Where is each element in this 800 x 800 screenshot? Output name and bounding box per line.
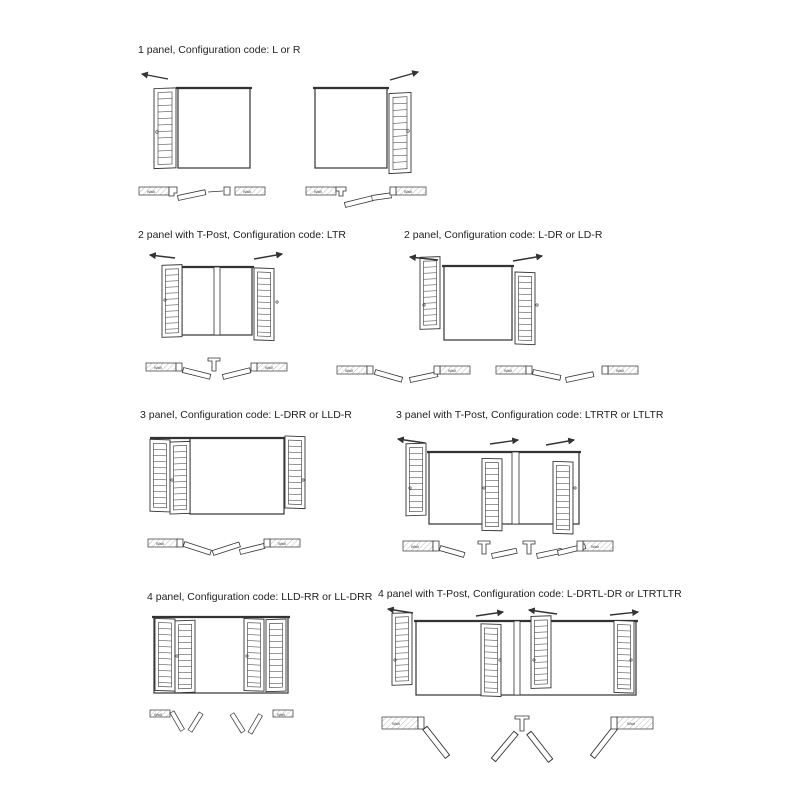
wall-label: Wall — [504, 368, 512, 373]
arrow-right-icon — [490, 440, 518, 444]
t-post-plan — [478, 541, 490, 554]
arrow-right-icon — [390, 72, 418, 80]
window-frame — [315, 88, 387, 168]
diagram-2-panel — [337, 256, 638, 382]
wall-label: Wall — [404, 189, 412, 194]
diagram-3-panel-tpost — [398, 439, 613, 558]
t-post — [512, 452, 519, 524]
t-post-plan — [523, 541, 535, 554]
caption-3-panel-tpost: 3 panel with T-Post, Configuration code: LTRTR or LTLTR — [396, 409, 664, 421]
wall-label: Wall — [591, 544, 599, 549]
arrow-left-icon — [529, 610, 557, 614]
wall-label: Wall — [277, 712, 285, 717]
arrow-right-icon — [513, 256, 542, 261]
wall-label: Wall — [345, 368, 353, 373]
wall-label: Wall — [154, 365, 162, 370]
diagram-2-panel-tpost — [146, 254, 287, 379]
window-frame — [416, 621, 636, 695]
arrow-left-icon — [150, 255, 175, 258]
caption-2-panel-tpost: 2 panel with T-Post, Configuration code: LTR — [138, 229, 346, 241]
caption-4-panel: 4 panel, Configuration code: LLD-RR or LL-DRR — [147, 591, 373, 603]
t-post — [214, 267, 220, 335]
t-post-plan — [208, 358, 220, 371]
arrow-right-icon — [610, 612, 638, 615]
wall-label: Wall — [314, 189, 322, 194]
wall-label: Wall — [278, 541, 286, 546]
caption-3-panel: 3 panel, Configuration code: L-DRR or LLD-R — [140, 409, 352, 421]
caption-1-panel: 1 panel, Configuration code: L or R — [138, 44, 301, 56]
arrow-right-icon — [476, 612, 503, 616]
wall-label: Wall — [616, 368, 624, 373]
wall-label: Wall — [154, 712, 162, 717]
arrow-left-icon — [142, 74, 168, 79]
arrow-left-icon — [398, 439, 425, 443]
wall-label: Wall — [392, 721, 400, 726]
wall-label: Wall — [243, 189, 251, 194]
wall-label: Wall — [448, 368, 456, 373]
diagram-4-panel-tpost — [382, 609, 653, 762]
wall-label: Wall — [156, 541, 164, 546]
window-frame — [178, 88, 250, 168]
wall-label: Wall — [411, 544, 419, 549]
arrow-right-icon — [546, 440, 574, 445]
arrow-right-icon — [254, 254, 282, 259]
wall-label: Wall — [627, 721, 635, 726]
t-post — [514, 621, 520, 695]
caption-4-panel-tpost: 4 panel with T-Post, Configuration code: L-DRTL-DR or LTRTLTR — [378, 588, 682, 600]
caption-2-panel: 2 panel, Configuration code: L-DR or LD-R — [404, 229, 603, 241]
diagram-4-panel — [150, 617, 293, 734]
diagram-1-panel — [139, 72, 426, 207]
arrow-left-icon — [388, 609, 413, 613]
wall-label: Wall — [265, 365, 273, 370]
wall-label: Wall — [147, 189, 155, 194]
window-frame — [444, 266, 512, 340]
t-post-plan — [515, 716, 529, 731]
window-frame — [190, 438, 284, 514]
diagram-3-panel — [148, 436, 305, 555]
